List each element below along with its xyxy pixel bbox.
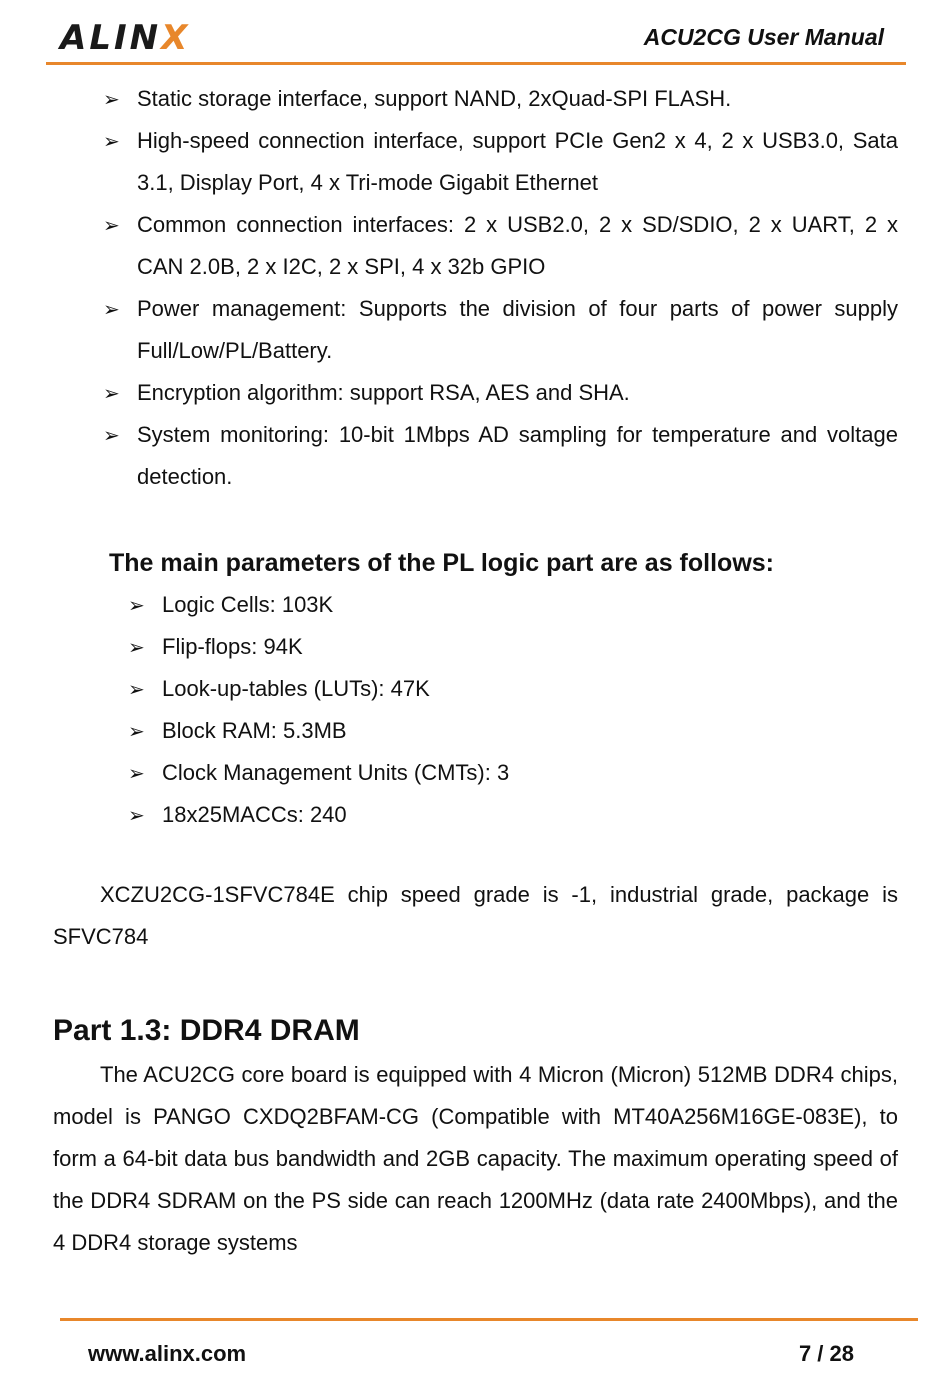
arrow-bullet-icon: ➢ — [103, 129, 120, 153]
list-item-text: Look-up-tables (LUTs): 47K — [162, 676, 430, 701]
list-item-text: Static storage interface, support NAND, 2xQuad-SPI FLASH. — [137, 86, 732, 111]
list-item — [53, 752, 898, 794]
page-content — [53, 78, 898, 1264]
footer-divider — [60, 1318, 918, 1321]
arrow-bullet-icon: ➢ — [103, 297, 120, 321]
list-item-text: Flip-flops: 94K — [162, 634, 303, 659]
footer-website-link[interactable]: www.alinx.com — [88, 1341, 247, 1366]
pl-param-list — [53, 584, 898, 836]
list-item-text: Clock Management Units (CMTs): 3 — [162, 760, 510, 785]
list-item-text: Power management: Supports the division of four parts of power supply Full/Low/PL/Battery. — [137, 296, 898, 363]
list-item-text: System monitoring: 10-bit 1Mbps AD sampling for temperature and voltage detection. — [137, 422, 898, 489]
arrow-bullet-icon: ➢ — [128, 635, 145, 659]
list-item — [53, 372, 898, 414]
arrow-bullet-icon: ➢ — [103, 423, 120, 447]
pl-params-heading: The main parameters of the PL logic part are as follows: — [109, 549, 774, 577]
list-item — [53, 626, 898, 668]
page-header — [0, 0, 950, 70]
page-number: 7 / 28 — [798, 1341, 854, 1366]
list-item — [53, 414, 898, 498]
list-item — [53, 204, 898, 288]
list-item — [53, 710, 898, 752]
list-item-text: 18x25MACCs: 240 — [162, 802, 347, 827]
ddr4-paragraph: The ACU2CG core board is equipped with 4 Micron (Micron) 512MB DDR4 chips, model is PANGO CXDQ2BFAM-CG (Compatible with MT40A256M16GE-083E), to form a 64-bit data bus bandwidth and 2GB capacity. The maximum operating speed of the DDR4 SDRAM on the PS side can reach 1200MHz (data rate 2400Mbps), and the 4 DDR4 storage systems — [53, 1062, 898, 1255]
list-item-text: Block RAM: 5.3MB — [162, 718, 347, 743]
ps-feature-list — [53, 78, 898, 498]
arrow-bullet-icon: ➢ — [128, 803, 145, 827]
logo-x-mark: X — [161, 18, 191, 58]
arrow-bullet-icon: ➢ — [103, 381, 120, 405]
alinx-logo — [60, 18, 190, 58]
list-item — [53, 584, 898, 626]
arrow-bullet-icon: ➢ — [103, 213, 120, 237]
section-title: Part 1.3: DDR4 DRAM — [53, 1014, 360, 1047]
arrow-bullet-icon: ➢ — [128, 593, 145, 617]
chip-grade-paragraph: XCZU2CG-1SFVC784E chip speed grade is -1, industrial grade, package is SFVC784 — [53, 882, 898, 949]
arrow-bullet-icon: ➢ — [103, 87, 120, 111]
list-item — [53, 794, 898, 836]
list-item-text: Encryption algorithm: support RSA, AES and SHA. — [137, 380, 630, 405]
list-item — [53, 668, 898, 710]
list-item — [53, 120, 898, 204]
list-item — [53, 288, 898, 372]
manual-title: ACU2CG User Manual — [643, 24, 884, 50]
arrow-bullet-icon: ➢ — [128, 677, 145, 701]
list-item-text: Common connection interfaces: 2 x USB2.0, 2 x SD/SDIO, 2 x UART, 2 x CAN 2.0B, 2 x I2C, 2 x SPI, 4 x 32b GPIO — [137, 212, 898, 279]
header-divider — [46, 62, 906, 65]
arrow-bullet-icon: ➢ — [128, 719, 145, 743]
list-item-text: High-speed connection interface, support PCIe Gen2 x 4, 2 x USB3.0, Sata 3.1, Display Port, 4 x Tri-mode Gigabit Ethernet — [137, 128, 898, 195]
logo-text: ALIN — [60, 18, 162, 58]
list-item-text: Logic Cells: 103K — [162, 592, 334, 617]
list-item — [53, 78, 898, 120]
arrow-bullet-icon: ➢ — [128, 761, 145, 785]
